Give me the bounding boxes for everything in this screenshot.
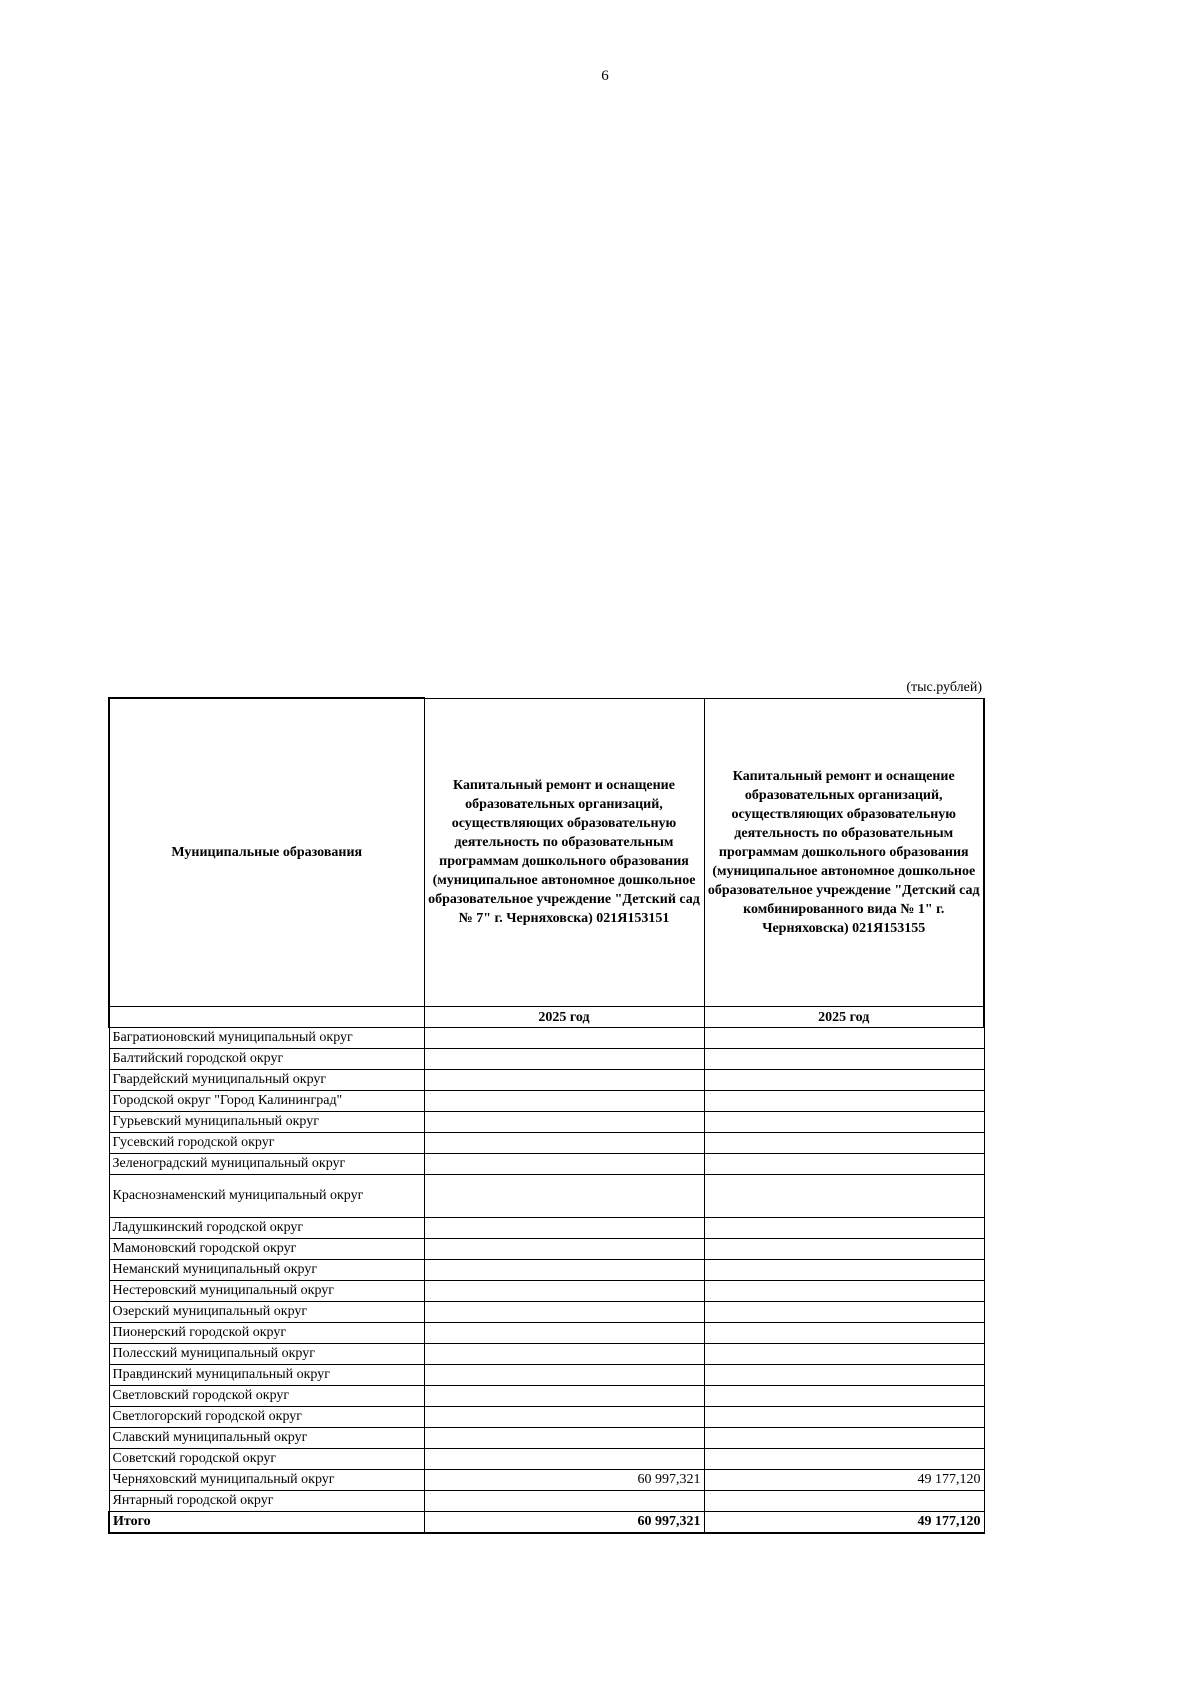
row-value-col1: [424, 1386, 704, 1407]
table-row: [109, 1491, 984, 1512]
row-name: Мамоновский городской округ: [109, 1239, 424, 1260]
row-name: Неманский муниципальный округ: [109, 1260, 424, 1281]
table-year-row: [109, 1007, 984, 1028]
row-name: Светловский городской округ: [109, 1386, 424, 1407]
table-row: [109, 1260, 984, 1281]
table-row: [109, 1407, 984, 1428]
row-value-col2: [704, 1491, 984, 1512]
table-row: [109, 1323, 984, 1344]
row-value-col1: [424, 1239, 704, 1260]
year-header-empty: [109, 1007, 424, 1028]
row-value-col2: [704, 1133, 984, 1154]
row-value-col2: [704, 1386, 984, 1407]
row-value-col2: 49 177,120: [704, 1470, 984, 1491]
row-value-col1: [424, 1028, 704, 1049]
total-value-col1: 60 997,321: [424, 1512, 704, 1534]
row-value-col2: [704, 1091, 984, 1112]
row-name: Балтийский городской округ: [109, 1049, 424, 1070]
table-row: [109, 1281, 984, 1302]
table-row: [109, 1070, 984, 1091]
table-row: [109, 1091, 984, 1112]
table-row: [109, 1028, 984, 1049]
row-value-col1: [424, 1260, 704, 1281]
year-header-col2: 2025 год: [704, 1007, 984, 1028]
row-value-col1: [424, 1175, 704, 1218]
row-value-col2: [704, 1049, 984, 1070]
row-name: Городской округ "Город Калининград": [109, 1091, 424, 1112]
column-header-kindergarten-1: Капитальный ремонт и оснащение образовательных организаций, осуществляющих образовательную деятельность по образовательным программам дошкольного образования (муниципальное автономное дошкольное образовательное учреждение "Детский сад комбинированного вида № 1" г. Черняховска) 021Я153155: [704, 698, 984, 1007]
row-value-col1: [424, 1407, 704, 1428]
row-value-col1: [424, 1281, 704, 1302]
table-row: [109, 1428, 984, 1449]
row-value-col1: 60 997,321: [424, 1470, 704, 1491]
row-name: Правдинский муниципальный округ: [109, 1365, 424, 1386]
row-value-col2: [704, 1365, 984, 1386]
row-value-col1: [424, 1070, 704, 1091]
row-value-col2: [704, 1070, 984, 1091]
row-value-col1: [424, 1428, 704, 1449]
table-row: [109, 1470, 984, 1491]
budget-table: [108, 697, 985, 1534]
table-row: [109, 1218, 984, 1239]
table-total-row: [109, 1512, 984, 1534]
table-row: [109, 1175, 984, 1218]
row-value-col1: [424, 1365, 704, 1386]
row-value-col1: [424, 1218, 704, 1239]
row-value-col1: [424, 1112, 704, 1133]
table-row: [109, 1239, 984, 1260]
table-row: [109, 1344, 984, 1365]
row-value-col2: [704, 1302, 984, 1323]
row-value-col1: [424, 1344, 704, 1365]
year-header-col1: 2025 год: [424, 1007, 704, 1028]
row-value-col1: [424, 1491, 704, 1512]
table-row: [109, 1112, 984, 1133]
column-header-kindergarten-7: Капитальный ремонт и оснащение образовательных организаций, осуществляющих образовательную деятельность по образовательным программам дошкольного образования (муниципальное автономное дошкольное образовательное учреждение "Детский сад № 7" г. Черняховска) 021Я153151: [424, 698, 704, 1007]
row-name: Янтарный городской округ: [109, 1491, 424, 1512]
row-name: Славский муниципальный округ: [109, 1428, 424, 1449]
total-label: Итого: [109, 1512, 424, 1534]
row-name: Пионерский городской округ: [109, 1323, 424, 1344]
row-name: Озерский муниципальный округ: [109, 1302, 424, 1323]
row-value-col2: [704, 1281, 984, 1302]
row-name: Черняховский муниципальный округ: [109, 1470, 424, 1491]
row-name: Зеленоградский муниципальный округ: [109, 1154, 424, 1175]
row-value-col2: [704, 1260, 984, 1281]
row-value-col2: [704, 1407, 984, 1428]
row-value-col2: [704, 1028, 984, 1049]
table-row: [109, 1154, 984, 1175]
row-value-col1: [424, 1133, 704, 1154]
table-row: [109, 1302, 984, 1323]
table-row: [109, 1386, 984, 1407]
table-header-row: [109, 698, 984, 1007]
table-row: [109, 1049, 984, 1070]
column-header-municipalities: Муниципальные образования: [109, 698, 424, 1007]
units-note: (тыс.рублей): [906, 680, 982, 695]
row-value-col1: [424, 1449, 704, 1470]
page-number: 6: [601, 68, 609, 84]
row-value-col2: [704, 1239, 984, 1260]
row-name: Полесский муниципальный округ: [109, 1344, 424, 1365]
row-name: Ладушкинский городской округ: [109, 1218, 424, 1239]
row-value-col2: [704, 1154, 984, 1175]
row-name: Багратионовский муниципальный округ: [109, 1028, 424, 1049]
row-value-col2: [704, 1344, 984, 1365]
total-value-col2: 49 177,120: [704, 1512, 984, 1534]
row-value-col1: [424, 1323, 704, 1344]
row-name: Нестеровский муниципальный округ: [109, 1281, 424, 1302]
row-value-col2: [704, 1218, 984, 1239]
row-value-col2: [704, 1112, 984, 1133]
row-value-col1: [424, 1302, 704, 1323]
table-row: [109, 1449, 984, 1470]
row-value-col1: [424, 1091, 704, 1112]
row-value-col1: [424, 1154, 704, 1175]
row-value-col1: [424, 1049, 704, 1070]
table-row: [109, 1365, 984, 1386]
row-name: Гурьевский муниципальный округ: [109, 1112, 424, 1133]
table-row: [109, 1133, 984, 1154]
row-name: Гвардейский муниципальный округ: [109, 1070, 424, 1091]
row-value-col2: [704, 1175, 984, 1218]
row-name: Гусевский городской округ: [109, 1133, 424, 1154]
row-value-col2: [704, 1428, 984, 1449]
row-value-col2: [704, 1449, 984, 1470]
row-name: Краснознаменский муниципальный округ: [109, 1175, 424, 1218]
row-name: Советский городской округ: [109, 1449, 424, 1470]
row-value-col2: [704, 1323, 984, 1344]
row-name: Светлогорский городской округ: [109, 1407, 424, 1428]
